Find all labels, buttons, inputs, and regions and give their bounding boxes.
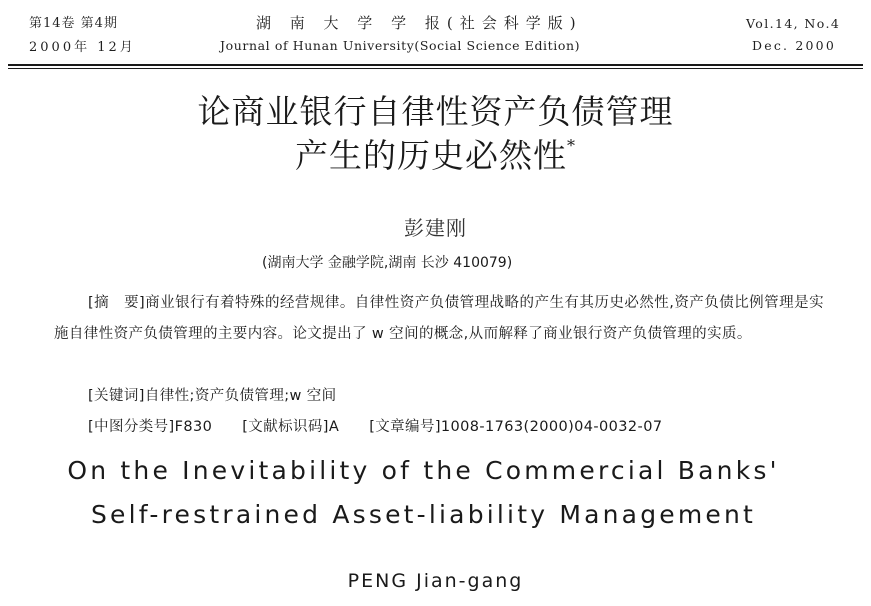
doc-code-label: [文献标识码] bbox=[242, 419, 329, 435]
abstract-label: [摘 要] bbox=[88, 295, 146, 311]
paper-title-en-line1: On the Inevitability of the Commercial Banks' bbox=[67, 456, 780, 485]
classification-line bbox=[88, 415, 662, 436]
abstract-text: 商业银行有着特殊的经营规律。自律性资产负债管理战略的产生有其历史必然性,资产负债比例管理是实施自律性资产负债管理的主要内容。论文提出了 w 空间的概念,从而解释了商业银行资产负债管理的实质。 bbox=[54, 295, 824, 342]
author-affiliation: (湖南大学 金融学院,湖南 长沙 410079) bbox=[262, 255, 513, 271]
clc-value: F830 bbox=[174, 419, 213, 435]
title-footnote-mark: * bbox=[567, 136, 576, 155]
journal-volume-en: Vol.14, No.4 bbox=[746, 16, 841, 31]
keywords-line bbox=[88, 384, 337, 405]
doc-code-value: A bbox=[328, 419, 340, 435]
journal-title-cn: 湖 南 大 学 学 报(社会科学版) bbox=[256, 14, 583, 32]
paper-title-cn-line2 bbox=[0, 130, 871, 177]
article-number-label: [文章编号] bbox=[369, 419, 441, 435]
header-rule-thick bbox=[8, 64, 863, 66]
author-name-en: PENG Jian-gang bbox=[347, 570, 524, 592]
journal-date-cn: 2000年 12月 bbox=[29, 40, 136, 55]
clc-label: [中图分类号] bbox=[88, 419, 175, 435]
journal-title-en: Journal of Hunan University(Social Science Edition) bbox=[220, 38, 581, 53]
header-rule-thin bbox=[8, 68, 863, 69]
journal-date-en: Dec. 2000 bbox=[752, 38, 836, 53]
abstract-paragraph bbox=[54, 288, 824, 350]
keywords-text: 自律性;资产负债管理;w 空间 bbox=[144, 388, 337, 404]
paper-title-cn-line2-text: 产生的历史必然性 bbox=[295, 136, 567, 175]
article-number-value: 1008-1763(2000)04-0032-07 bbox=[440, 419, 663, 435]
paper-title-en-line2: Self-restrained Asset-liability Management bbox=[90, 500, 757, 529]
author-name-cn: 彭建刚 bbox=[404, 216, 467, 240]
keywords-label: [关键词] bbox=[88, 388, 145, 404]
journal-volume-cn: 第14卷 第4期 bbox=[29, 16, 118, 31]
paper-title-cn-line1: 论商业银行自律性资产负债管理 bbox=[197, 92, 674, 131]
